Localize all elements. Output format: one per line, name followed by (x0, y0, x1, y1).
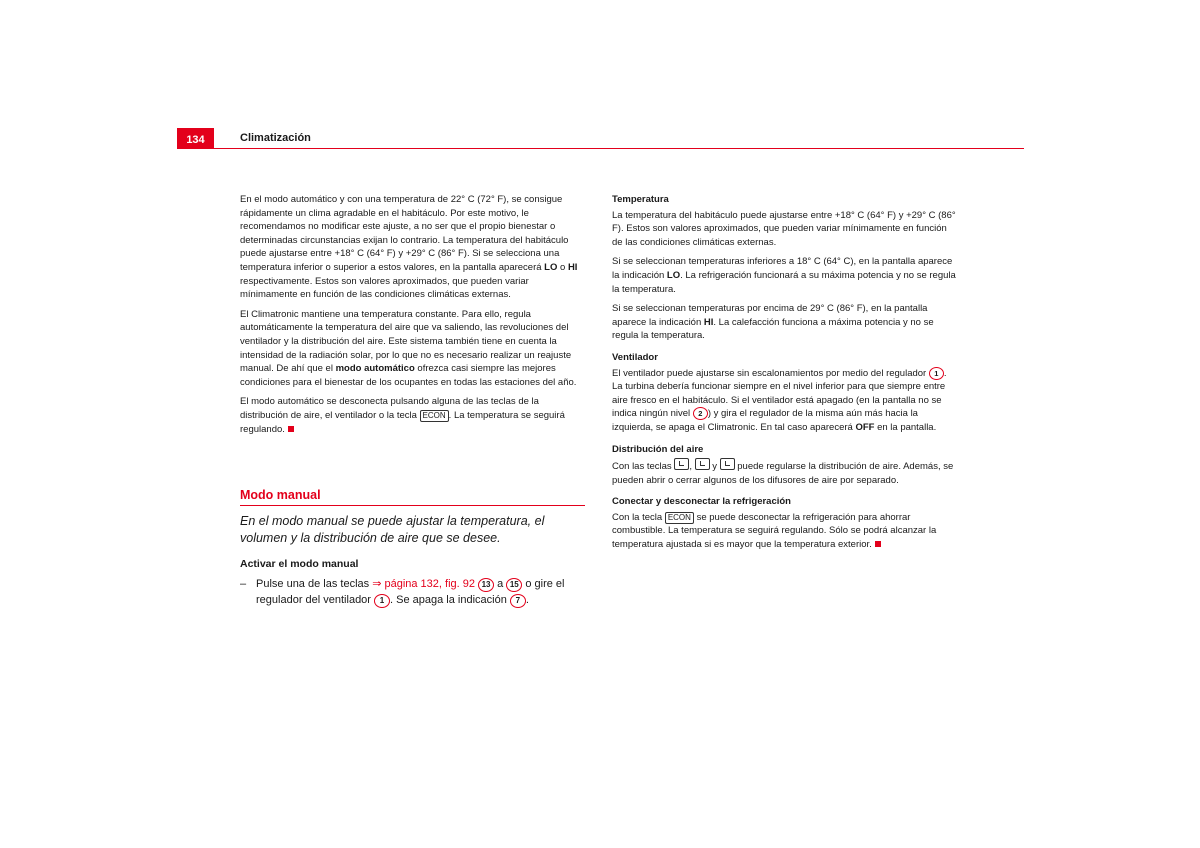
left-column (240, 193, 585, 442)
end-marker (288, 426, 294, 432)
temperatura-title: Temperatura (612, 194, 669, 205)
activar-subheading: Activar el modo manual (240, 558, 359, 570)
callout-1: 1 (374, 594, 390, 608)
climatronic-paragraph: El Climatronic mantiene una temperatura constante. Para ello, regula automáticamente la temperatura del aire que va saliendo, las revoluciones del ventilador y la distribución del aire. Este sistema también tiene en cuenta la intensidad de la radiación solar, por lo que no es necesario realizar un reajuste manual. De ahí que el modo automático ofrezca casi siempre las mejores condiciones para el bienestar de los ocupantes en todas las estaciones del año. (240, 308, 577, 388)
list-dash: – (240, 578, 247, 590)
cross-reference-link[interactable]: ⇒ página 132, fig. 92 (372, 578, 475, 590)
callout-7: 7 (510, 594, 526, 608)
air-distribution-key-icon (720, 458, 735, 470)
econ-key: ECON (420, 410, 449, 422)
callout-1: 1 (929, 367, 944, 380)
temperatura-paragraph-3: Si se seleccionan temperaturas por encima de 29° C (86° F), en la pantalla aparece la indicación HI. La calefacción funciona a máxima potencia y no se regula la temperatura. (612, 303, 934, 342)
modo-manual-heading: Modo manual (240, 488, 321, 502)
header-rule (177, 148, 1024, 149)
temperatura-paragraph-1: La temperatura del habitáculo puede ajustarse entre +18° C (64° F) y +29° C (86° F). Estos son valores aproximados, que pueden variar mínimamente en función de las condiciones climáticas externas. (612, 209, 956, 248)
distribucion-title: Distribución del aire (612, 443, 704, 455)
distribucion-paragraph: Con las teclas , y puede regularse la distribución de aire. Además, se pueden abrir o cerrar algunos de los difusores de aire por separado. (612, 458, 957, 487)
end-marker (875, 541, 881, 547)
ventilador-paragraph: El ventilador puede ajustarse sin escalonamientos por medio del regulador 1 . La turbina debería funcionar siempre en el nivel inferior para que siempre entre aire fresco en el habitáculo. Si el ventilador está apagado (en la pantalla no se indica ningún nivel 2 ) y gira el regulador de la misma aún más hacia la izquierda, se apaga el Climatronic. En tal caso aparecerá OFF en la pantalla. (612, 367, 947, 433)
air-distribution-key-icon (674, 458, 689, 470)
disconnect-paragraph: El modo automático se desconecta pulsando alguna de las teclas de la distribución de aire, el ventilador o la tecla ECON . La temperatura se seguirá regulando. (240, 396, 565, 435)
heading-rule (240, 505, 585, 506)
modo-manual-intro: En el modo manual se puede ajustar la temperatura, el volumen y la distribución de aire que se desee. (240, 514, 545, 545)
refrigeracion-paragraph: Con la tecla ECON se puede desconectar la refrigeración para ahorrar combustible. La temperatura se seguirá regulando. Sólo se podrá alcanzar la temperatura ajustada si es mayor que la temperatura exterior. (612, 511, 937, 551)
refrigeracion-title: Conectar y desconectar la refrigeración (612, 496, 791, 508)
ventilador-title: Ventilador (612, 351, 658, 363)
instruction-step: – Pulse una de las teclas ⇒ página 132, fig. 92 13 a 15 o gire el regulador del ventilador 1 . Se apaga la indicación 7 . (240, 578, 565, 606)
auto-mode-paragraph: En el modo automático y con una temperatura de 22° C (72° F), se consigue rápidamente un clima agradable en el habitáculo. Por este motivo, le recomendamos no modificar este ajuste, a no ser que el propio bienestar o determinadas circunstancias exijan lo contrario. La temperatura del habitáculo puede ajustarse entre +18° C (64° F) y +29° C (86° F). Si se selecciona una temperatura inferior o superior a estos valores, en la pantalla aparecerá LO o HI respectivamente. Estos son valores aproximados, que pueden variar mínimamente en función de las condiciones climáticas externas. (240, 194, 578, 301)
callout-13: 13 (478, 578, 494, 592)
page-number: 134 (177, 128, 214, 149)
section-title: Climatización (240, 132, 311, 144)
air-distribution-key-icon (695, 458, 710, 470)
econ-key: ECON (665, 512, 694, 524)
temperatura-paragraph-2: Si se seleccionan temperaturas inferiores a 18° C (64° C), en la pantalla aparece la indicación LO. La refrigeración funcionará a su máxima potencia y no se regula la temperatura. (612, 256, 956, 295)
right-column (612, 193, 957, 558)
page-header (177, 128, 1024, 150)
callout-15: 15 (506, 578, 522, 592)
callout-2: 2 (693, 407, 708, 420)
